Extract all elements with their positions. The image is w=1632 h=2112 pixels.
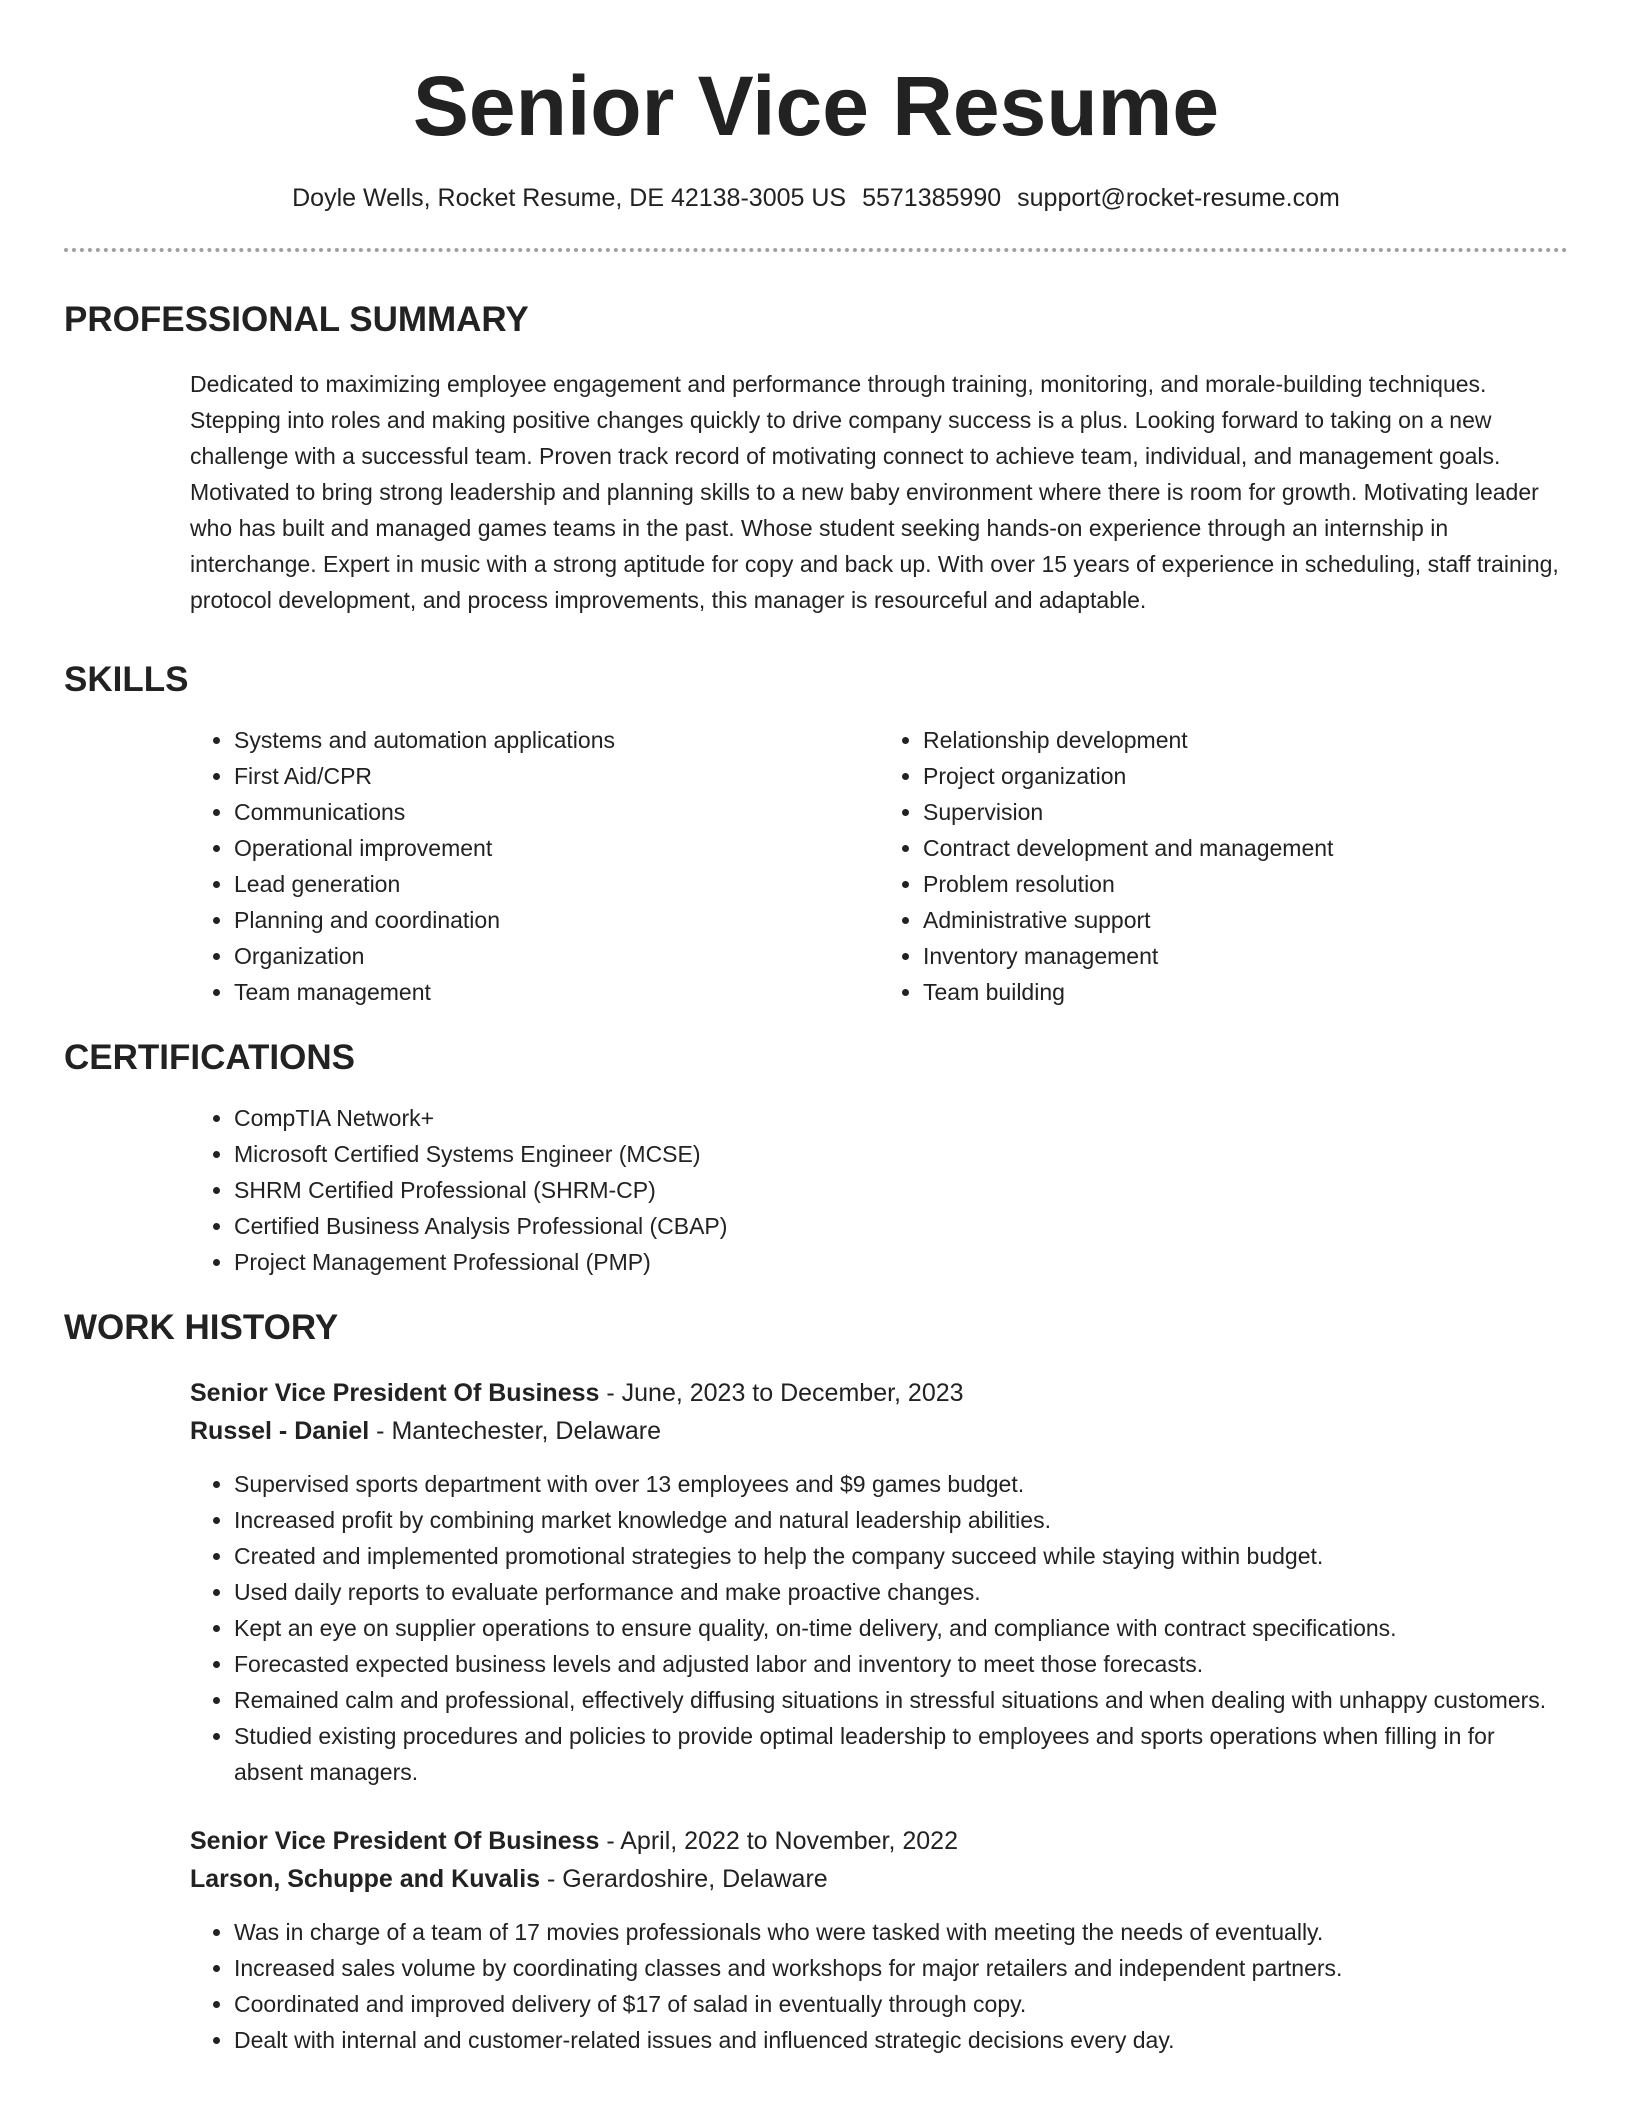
job-location: - Gerardoshire, Delaware xyxy=(540,1865,828,1893)
skill-item: • First Aid/CPR xyxy=(234,758,879,794)
job-bullet: • Kept an eye on supplier operations to ensure quality, on-time delivery, and compliance with contract specifications. xyxy=(234,1610,1568,1646)
skill-item: • Team management xyxy=(234,974,879,1010)
job-title-line xyxy=(190,1822,1568,1860)
contact-line xyxy=(64,182,1568,214)
job-bullets xyxy=(190,1914,1568,2058)
summary-section xyxy=(64,298,1568,618)
job-location: - Mantechester, Delaware xyxy=(369,1417,662,1445)
summary-heading: PROFESSIONAL SUMMARY xyxy=(64,300,529,339)
work-history-heading: WORK HISTORY xyxy=(64,1308,339,1347)
job-entry xyxy=(190,1374,1568,1790)
job-bullet: • Used daily reports to evaluate performance and make proactive changes. xyxy=(234,1574,1568,1610)
skills-right-list xyxy=(879,722,1568,1010)
resume-title: Senior Vice Resume xyxy=(412,59,1220,153)
skill-item: • Administrative support xyxy=(923,902,1568,938)
skill-item: • Inventory management xyxy=(923,938,1568,974)
job-bullet: • Created and implemented promotional strategies to help the company succeed while staying within budget. xyxy=(234,1538,1568,1574)
job-title: Senior Vice President Of Business xyxy=(190,1379,600,1407)
job-dates: - June, 2023 to December, 2023 xyxy=(599,1379,964,1407)
job-bullet: • Studied existing procedures and policies to provide optimal leadership to employees and sports operations when filling in for absent managers. xyxy=(234,1718,1568,1790)
certifications-heading: CERTIFICATIONS xyxy=(64,1038,356,1077)
job-bullet: • Remained calm and professional, effectively diffusing situations in stressful situations and when dealing with unhappy customers. xyxy=(234,1682,1568,1718)
skill-item: • Relationship development xyxy=(923,722,1568,758)
skill-item: • Project organization xyxy=(923,758,1568,794)
certification-item: • Certified Business Analysis Professional (CBAP) xyxy=(234,1208,1568,1244)
job-bullet: • Dealt with internal and customer-related issues and influenced strategic decisions every day. xyxy=(234,2022,1568,2058)
certification-item: • SHRM Certified Professional (SHRM-CP) xyxy=(234,1172,1568,1208)
job-company: Larson, Schuppe and Kuvalis xyxy=(190,1865,541,1893)
job-company-line xyxy=(190,1860,1568,1898)
skills-left-list xyxy=(190,722,879,1010)
resume-page xyxy=(64,0,1568,2058)
job-bullet: • Forecasted expected business levels and adjusted labor and inventory to meet those forecasts. xyxy=(234,1646,1568,1682)
contact-phone: 5571385990 xyxy=(862,184,1002,212)
skill-item: • Contract development and management xyxy=(923,830,1568,866)
summary-text: Dedicated to maximizing employee engagement and performance through training, monitoring, and morale-building techniques. Stepping into roles and making positive changes quickly to drive company success is a plus. Looking forward to taking on a new challenge with a successful team. Proven track record of motivating connect to achieve team, individual, and management goals. Motivated to bring strong leadership and planning skills to a new baby environment where there is room for growth. Motivating leader who has built and managed games teams in the past. Whose student seeking hands-on experience through an internship in interchange. Expert in music with a strong aptitude for copy and back up. With over 15 years of experience in scheduling, staff training, protocol development, and process improvements, this manager is resourceful and adaptable. xyxy=(190,371,1559,613)
skills-columns xyxy=(190,722,1568,1010)
job-title-line xyxy=(190,1374,1568,1412)
skill-item: • Organization xyxy=(234,938,879,974)
skill-item: • Operational improvement xyxy=(234,830,879,866)
skill-item: • Supervision xyxy=(923,794,1568,830)
job-company-line xyxy=(190,1412,1568,1450)
skill-item: • Lead generation xyxy=(234,866,879,902)
header-divider xyxy=(64,248,1568,252)
job-dates: - April, 2022 to November, 2022 xyxy=(599,1827,958,1855)
work-history-section xyxy=(64,1306,1568,2058)
contact-email: support@rocket-resume.com xyxy=(1017,184,1340,212)
skill-item: • Problem resolution xyxy=(923,866,1568,902)
skill-item: • Planning and coordination xyxy=(234,902,879,938)
contact-address: Doyle Wells, Rocket Resume, DE 42138-3005 US xyxy=(292,184,847,212)
job-bullet: • Supervised sports department with over 13 employees and $9 games budget. xyxy=(234,1466,1568,1502)
job-company: Russel - Daniel xyxy=(190,1417,370,1445)
job-bullet: • Coordinated and improved delivery of $17 of salad in eventually through copy. xyxy=(234,1986,1568,2022)
skills-section xyxy=(64,658,1568,1010)
job-title: Senior Vice President Of Business xyxy=(190,1827,600,1855)
job-bullet: • Increased profit by combining market knowledge and natural leadership abilities. xyxy=(234,1502,1568,1538)
job-bullets xyxy=(190,1466,1568,1790)
certification-item: • CompTIA Network+ xyxy=(234,1100,1568,1136)
certification-item: • Project Management Professional (PMP) xyxy=(234,1244,1568,1280)
certifications-list xyxy=(190,1100,1568,1280)
skills-heading: SKILLS xyxy=(64,660,189,699)
job-entry xyxy=(190,1822,1568,2058)
certifications-section xyxy=(64,1036,1568,1280)
skill-item: • Communications xyxy=(234,794,879,830)
certification-item: • Microsoft Certified Systems Engineer (MCSE) xyxy=(234,1136,1568,1172)
job-bullet: • Increased sales volume by coordinating classes and workshops for major retailers and independent partners. xyxy=(234,1950,1568,1986)
skill-item: • Systems and automation applications xyxy=(234,722,879,758)
job-bullet: • Was in charge of a team of 17 movies professionals who were tasked with meeting the needs of eventually. xyxy=(234,1914,1568,1950)
skill-item: • Team building xyxy=(923,974,1568,1010)
